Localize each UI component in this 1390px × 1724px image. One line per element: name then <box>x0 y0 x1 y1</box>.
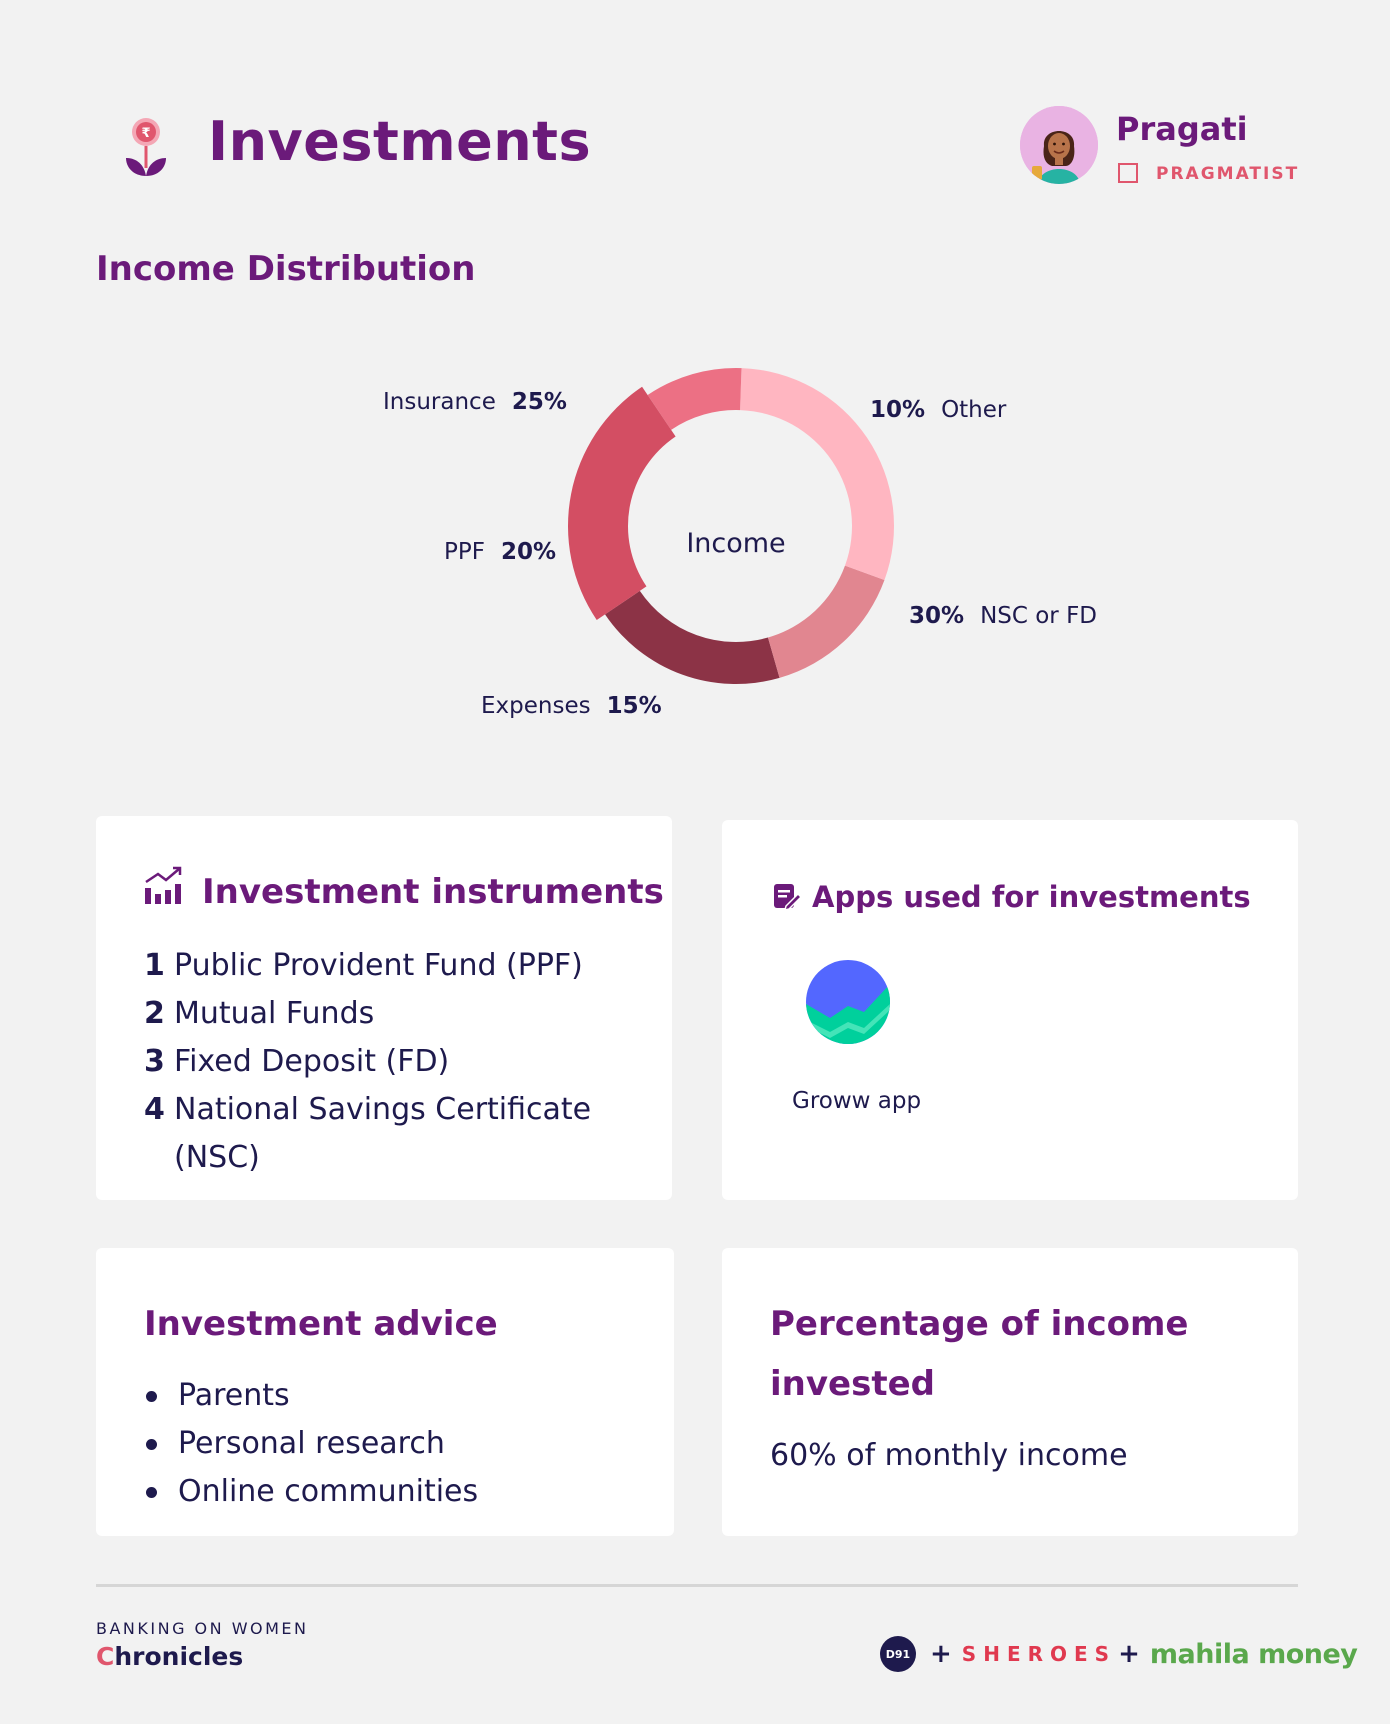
list-item: 1 Public Provident Fund (PPF) <box>144 948 583 983</box>
bar-chart-growth-icon <box>144 866 182 910</box>
investment-instruments-card <box>96 816 672 1200</box>
instruments-list <box>144 942 644 1182</box>
label-ppf: PPF 20% <box>444 539 557 565</box>
partner-logos <box>880 1634 1357 1674</box>
mahila-money-logo: mahila money <box>1149 1638 1358 1670</box>
d91-logo: D91 <box>880 1636 916 1672</box>
percentage-title-line2: invested <box>770 1364 935 1404</box>
avatar <box>1020 106 1098 184</box>
plus-sign: + <box>1118 1639 1140 1669</box>
footer-divider <box>96 1584 1298 1587</box>
percentage-value: 60% of monthly income <box>770 1438 1128 1473</box>
percentage-title-line1: Percentage of income <box>770 1304 1189 1344</box>
donut-center-label: Income <box>686 528 786 559</box>
instruments-title: Investment instruments <box>202 872 664 912</box>
advice-title: Investment advice <box>144 1304 498 1344</box>
advice-list <box>144 1372 478 1516</box>
investment-advice-card <box>96 1248 674 1536</box>
list-item: 2 Mutual Funds <box>144 996 375 1031</box>
persona-type: PRAGMATIST <box>1156 164 1300 184</box>
footer-brand: Chronicles <box>96 1642 244 1671</box>
groww-logo-icon <box>806 960 890 1048</box>
label-insurance: Insurance 25% <box>383 389 567 415</box>
income-distribution-title: Income Distribution <box>96 249 476 289</box>
persona-checkbox <box>1118 163 1138 183</box>
label-other: 10% Other <box>870 397 1007 423</box>
label-nsc-fd: 30% NSC or FD <box>909 603 1098 629</box>
apps-title: Apps used for investments <box>812 880 1251 914</box>
plus-sign: + <box>930 1639 952 1669</box>
svg-text:₹: ₹ <box>141 126 151 141</box>
list-item: 4 National Savings Certificate (NSC) <box>144 1092 592 1175</box>
label-expenses: Expenses 15% <box>481 693 662 719</box>
sheroes-logo: SHEROES <box>961 1642 1117 1666</box>
list-item: 3 Fixed Deposit (FD) <box>144 1044 450 1079</box>
income-donut-chart <box>560 340 920 700</box>
donut-segment-insurance <box>568 387 676 620</box>
donut-segment-ppf <box>605 591 780 684</box>
edit-document-icon <box>772 882 802 916</box>
list-item: Parents <box>144 1372 478 1420</box>
page-title: Investments <box>208 110 592 173</box>
list-item: Personal research <box>144 1420 478 1468</box>
apps-card <box>722 820 1298 1200</box>
persona-name: Pragati <box>1116 110 1248 148</box>
donut-segment-expenses <box>768 566 884 678</box>
footer-kicker: BANKING ON WOMEN <box>96 1619 309 1638</box>
list-item: Online communities <box>144 1468 478 1516</box>
rupee-plant-icon <box>118 116 174 178</box>
percentage-invested-card <box>722 1248 1298 1536</box>
groww-app-label: Groww app <box>792 1088 922 1114</box>
